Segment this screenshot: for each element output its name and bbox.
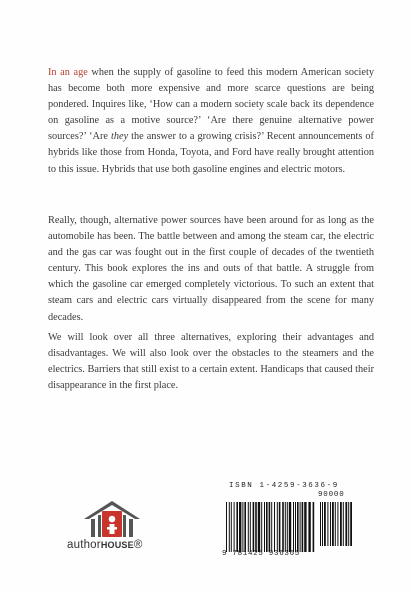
barcode-bar xyxy=(244,502,246,552)
paragraph-1-tail: the answer to a growing crisis?’ Recent announcements of hybrids like those from Honda, Toyota, and Ford have really brought attention to this issue. Hybrids that use both gasoline engines and electric motors. xyxy=(48,131,374,175)
price-code: 90000 xyxy=(318,491,345,499)
ean-digits: 9 781425 936365 xyxy=(222,550,301,558)
barcode-bar xyxy=(231,502,232,552)
barcode-bar xyxy=(282,502,284,552)
barcode-bar xyxy=(250,502,251,552)
paragraph-1-text: when the supply of gasoline to feed this modern American society has become both more expensive and more scarce questions are being pondered. Inquires like, ‘How can a modern society scale back its dependence on gasoline as a motive source?’ ‘Are there genuine alternative power sources?’ ‘Are xyxy=(48,67,374,143)
addon-bar xyxy=(322,502,323,546)
barcode-bar xyxy=(313,502,315,552)
addon-bar xyxy=(337,502,338,546)
barcode-bar xyxy=(234,502,235,552)
addon-bar xyxy=(332,502,334,546)
ean-bars xyxy=(226,502,314,552)
addon-bar xyxy=(330,502,331,546)
paragraph-2: Really, though, alternative power sources have been around for as long as the automobile has been. The battle between and among the steam car, the electric and the gas car was fought out in the first couple of decades of the twentieth century. This book explores the ins and outs of that battle. A struggle from which the gasoline car emerged completely victorious. To such an extent that steam cars and electric cars virtually disappeared from the scene for many decades. xyxy=(48,215,374,323)
addon-bar xyxy=(324,502,326,546)
barcode-bar xyxy=(255,502,257,552)
barcode-bar xyxy=(264,502,265,552)
paragraph-1-emphasis: they xyxy=(110,131,129,143)
barcode-bar xyxy=(274,502,275,552)
publisher-wordmark xyxy=(67,539,143,551)
addon-bar xyxy=(350,502,352,546)
registered-mark: ® xyxy=(133,539,143,551)
barcode-bar xyxy=(277,502,278,552)
barcode-bar xyxy=(242,502,243,552)
barcode-bar xyxy=(258,502,260,552)
paragraph-lead-in: In an age xyxy=(48,67,88,78)
barcode-bar xyxy=(226,502,227,552)
barcode-bar xyxy=(289,502,291,552)
barcode-bar xyxy=(293,502,294,552)
barcode-bar xyxy=(253,502,255,552)
barcode-bar xyxy=(300,502,301,552)
addon-bar xyxy=(340,502,342,546)
publisher-name-prefix: author xyxy=(67,539,101,551)
barcode-bar xyxy=(236,502,238,552)
barcode-bar xyxy=(248,502,249,552)
barcode-bar xyxy=(229,502,230,552)
barcode-bar xyxy=(261,502,262,552)
barcode-bar xyxy=(279,502,281,552)
paragraph-3: We will look over all three alternatives, exploring their advantages and disadvantages. We will also look over the obstacles to the steamers and the electrics. Barriers that still exist to a certain extent. Handicaps that caused their disappearance in the first place. xyxy=(48,332,374,392)
barcode-bar xyxy=(239,502,241,552)
barcode-bar xyxy=(297,502,299,552)
barcode-bar xyxy=(295,502,296,552)
isbn-label: ISBN 1-4259-3636-9 xyxy=(229,482,339,490)
barcode-bar xyxy=(266,502,268,552)
barcode-bar xyxy=(271,502,272,552)
paragraph-1 xyxy=(48,65,374,178)
addon-bars xyxy=(320,502,352,546)
barcode-bar xyxy=(269,502,271,552)
barcode-bar xyxy=(304,502,306,552)
barcode-bar xyxy=(302,502,304,552)
addon-bar xyxy=(327,502,328,546)
barcode-bar xyxy=(285,502,286,552)
publisher-name-house: HOUSE xyxy=(100,540,134,550)
addon-bar xyxy=(343,502,344,546)
addon-bar xyxy=(348,502,349,546)
barcode-bar xyxy=(287,502,288,552)
barcode-bar xyxy=(308,502,310,552)
addon-bar xyxy=(345,502,347,546)
addon-bar xyxy=(320,502,321,546)
addon-bar xyxy=(335,502,336,546)
